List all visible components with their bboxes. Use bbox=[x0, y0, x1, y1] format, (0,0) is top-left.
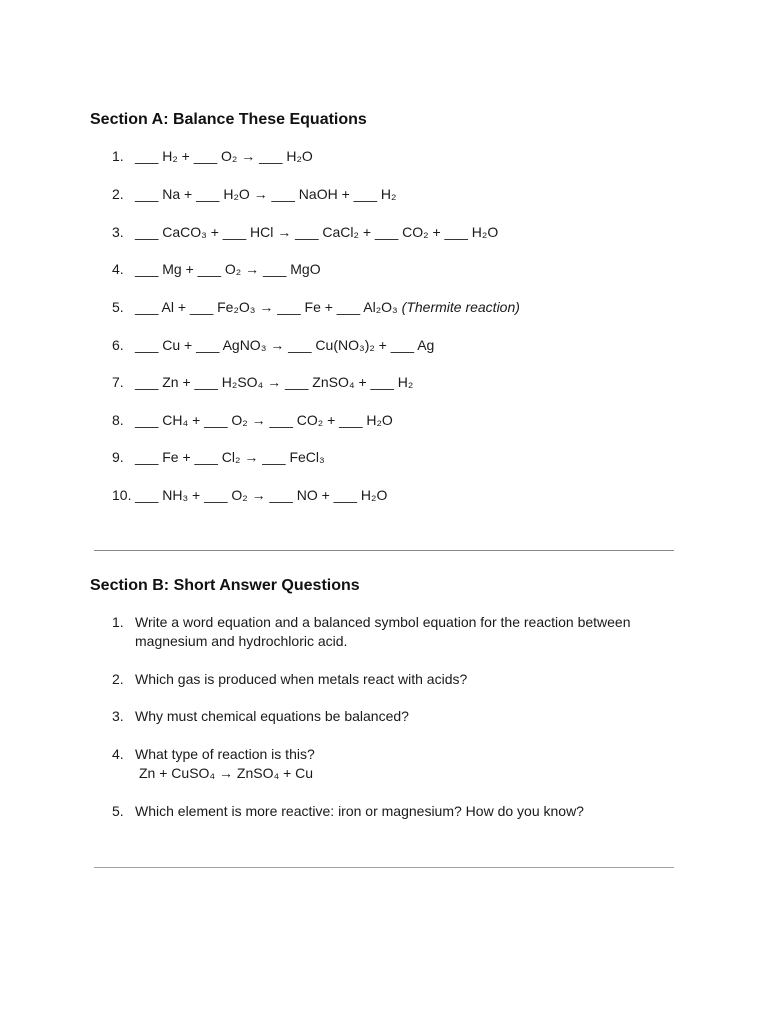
item-number: 10. bbox=[112, 487, 132, 503]
section-a-title: Section A: Balance These Equations bbox=[90, 111, 367, 128]
equation-item bbox=[112, 260, 321, 279]
equation-text: ___ Al + ___ Fe₂O₃ → ___ Fe + ___ Al₂O₃ bbox=[135, 299, 398, 315]
item-number: 3. bbox=[112, 708, 124, 724]
equation-text: ___ Mg + ___ O₂ → ___ MgO bbox=[135, 261, 321, 277]
item-number: 8. bbox=[112, 412, 124, 428]
question-text: What type of reaction is this? bbox=[135, 746, 315, 762]
section-divider bbox=[94, 550, 674, 551]
equation-text: ___ Na + ___ H₂O → ___ NaOH + ___ H₂ bbox=[135, 186, 397, 202]
equation-text: ___ H₂ + ___ O₂ → ___ H₂O bbox=[135, 148, 313, 164]
equation-item bbox=[112, 185, 396, 204]
equation-item bbox=[112, 486, 387, 505]
equation-text: ___ NH₃ + ___ O₂ → ___ NO + ___ H₂O bbox=[135, 487, 388, 503]
equation-text: ___ Fe + ___ Cl₂ → ___ FeCl₃ bbox=[135, 449, 325, 465]
item-number: 5. bbox=[112, 299, 124, 315]
item-number: 4. bbox=[112, 261, 124, 277]
item-number: 5. bbox=[112, 803, 124, 819]
question-text: Write a word equation and a balanced symbol equation for the reaction between magnesium and hydrochloric acid. bbox=[135, 614, 631, 649]
equation-item bbox=[112, 298, 520, 317]
equation-item bbox=[112, 448, 325, 467]
item-number: 2. bbox=[112, 186, 124, 202]
question-text: Which element is more reactive: iron or magnesium? How do you know? bbox=[135, 803, 584, 819]
item-number: 2. bbox=[112, 671, 124, 687]
section-divider bbox=[94, 867, 674, 868]
item-number: 6. bbox=[112, 337, 124, 353]
question-text: Which gas is produced when metals react with acids? bbox=[135, 671, 468, 687]
item-number: 4. bbox=[112, 746, 124, 762]
item-number: 9. bbox=[112, 449, 124, 465]
question-body bbox=[135, 745, 655, 783]
equation-text: ___ CH₄ + ___ O₂ → ___ CO₂ + ___ H₂O bbox=[135, 412, 393, 428]
section-b-title: Section B: Short Answer Questions bbox=[90, 577, 360, 594]
equation-item bbox=[112, 147, 313, 166]
item-number: 1. bbox=[112, 148, 124, 164]
item-number: 3. bbox=[112, 224, 124, 240]
question-text: Why must chemical equations be balanced? bbox=[135, 708, 409, 724]
equation-item bbox=[112, 373, 413, 392]
item-number: 7. bbox=[112, 374, 124, 390]
equation-item bbox=[112, 411, 393, 430]
equation-text: ___ Cu + ___ AgNO₃ → ___ Cu(NO₃)₂ + ___ Ag bbox=[135, 337, 435, 353]
equation-text: ___ Zn + ___ H₂SO₄ → ___ ZnSO₄ + ___ H₂ bbox=[135, 374, 414, 390]
question-equation: Zn + CuSO₄ → ZnSO₄ + Cu bbox=[139, 765, 314, 781]
equation-item bbox=[112, 223, 498, 242]
item-number: 1. bbox=[112, 614, 124, 630]
equation-item bbox=[112, 336, 434, 355]
equation-text: ___ CaCO₃ + ___ HCl → ___ CaCl₂ + ___ CO₂ + ___ H₂O bbox=[135, 224, 499, 240]
equation-note: (Thermite reaction) bbox=[401, 299, 520, 315]
